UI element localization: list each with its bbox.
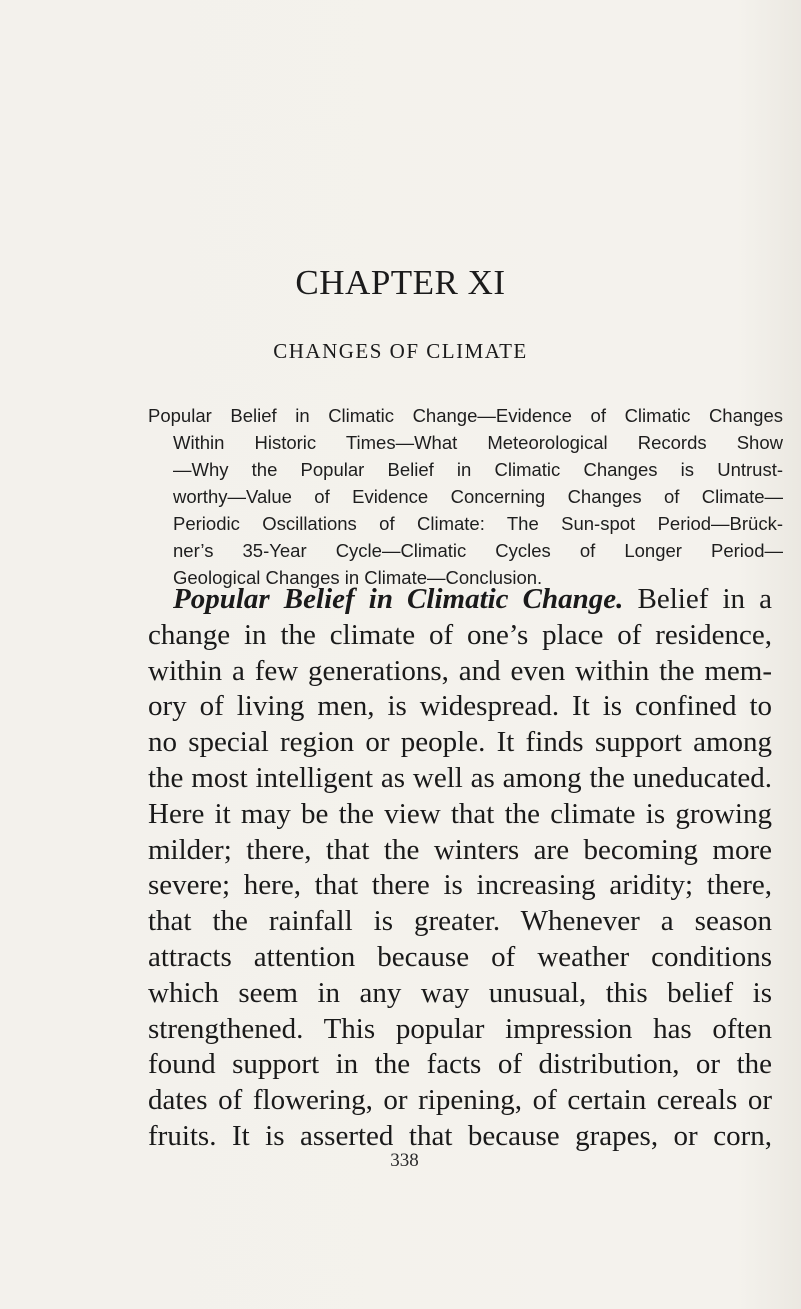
body-line: the most intelligent as well as among the uneducated. bbox=[148, 761, 772, 794]
chapter-title: CHAPTER XI bbox=[295, 263, 506, 302]
body-line: attracts attention because of weather conditions bbox=[148, 940, 772, 973]
chapter-subtitle: CHANGES OF CLIMATE bbox=[273, 339, 528, 363]
page-number: 338 bbox=[390, 1150, 419, 1171]
body-line: milder; there, that the winters are becoming more bbox=[148, 833, 772, 866]
body-line: fruits. It is asserted that because grapes, or corn, bbox=[148, 1119, 772, 1152]
summary-line: Popular Belief in Climatic Change—Evidence of Climatic Changes bbox=[148, 405, 783, 426]
body-line: within a few generations, and even within the mem- bbox=[148, 654, 772, 687]
summary-line: ner’s 35-Year Cycle—Climatic Cycles of Longer Period— bbox=[173, 540, 783, 561]
summary-line: Geological Changes in Climate—Conclusion. bbox=[173, 567, 543, 588]
summary-line: —Why the Popular Belief in Climatic Changes is Untrust- bbox=[173, 459, 783, 480]
body-line: dates of flowering, or ripening, of certain cereals or bbox=[148, 1084, 772, 1117]
section-body bbox=[148, 582, 772, 1155]
body-line: found support in the facts of distribution, or the bbox=[148, 1048, 772, 1081]
body-line: strengthened. This popular impression has often bbox=[148, 1012, 772, 1045]
body-line: that the rainfall is greater. Whenever a season bbox=[148, 905, 772, 938]
body-line: Here it may be the view that the climate is growing bbox=[148, 797, 772, 830]
section-first-line-text: Belief in a bbox=[637, 583, 773, 615]
summary-line: worthy—Value of Evidence Concerning Changes of Climate— bbox=[173, 486, 783, 507]
summary-line: Within Historic Times—What Meteorological Records Show bbox=[173, 432, 783, 453]
body-line: change in the climate of one’s place of residence, bbox=[148, 618, 772, 651]
summary-line: Periodic Oscillations of Climate: The Sun-spot Period—Brück- bbox=[173, 513, 783, 534]
section-heading: Popular Belief in Climatic Change. bbox=[173, 583, 624, 615]
chapter-summary bbox=[148, 402, 783, 591]
body-line bbox=[173, 582, 772, 618]
body-line: ory of living men, is widespread. It is confined to bbox=[148, 690, 772, 723]
body-line: severe; here, that there is increasing aridity; there, bbox=[148, 869, 772, 902]
body-line: which seem in any way unusual, this belief is bbox=[148, 976, 772, 1009]
body-line: no special region or people. It finds support among bbox=[148, 726, 772, 759]
